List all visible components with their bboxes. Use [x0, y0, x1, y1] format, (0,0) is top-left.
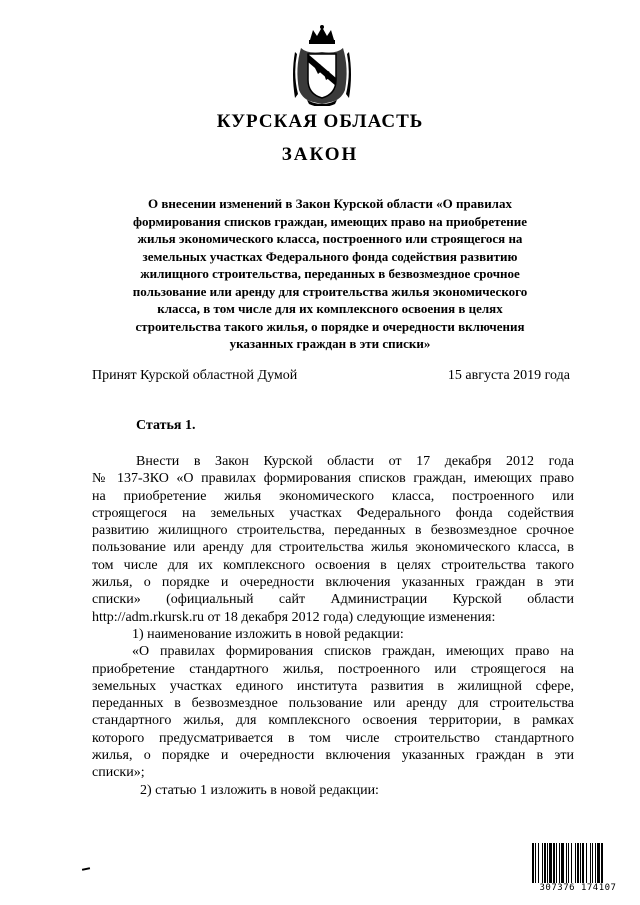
body-line: «О правилах формирования списков граждан, имеющих право на: [132, 644, 574, 660]
region-title: КУРСКАЯ ОБЛАСТЬ: [216, 111, 424, 132]
barcode-image: [532, 843, 624, 883]
heading-line: строительства такого жилья, о порядке и очередности включения: [135, 318, 525, 334]
scan-mark: [82, 867, 90, 871]
heading-line: земельных участках Федерального фонда содействия развитию: [142, 248, 518, 264]
body-line: жилья, о порядке и очередности включения указанных граждан в эти: [92, 748, 574, 764]
body-line: http://adm.rkursk.ru от 18 декабря 2012 года) следующие изменения:: [92, 609, 496, 625]
body-line: приобретение стандартного жилья, построенного или строящегося на: [92, 661, 574, 677]
adopted-by: Принят Курской областной Думой: [92, 368, 298, 383]
heading-line: О внесении изменений в Закон Курской области «О правилах: [148, 196, 512, 211]
body-line: 2) статью 1 изложить в новой редакции:: [140, 782, 379, 798]
heading-line: жилищного строительства, переданных в безвозмездное срочное: [140, 266, 520, 281]
article-title: Статья 1.: [136, 418, 196, 433]
heading-line: указанных граждан в эти списки»: [229, 336, 431, 351]
article-body: [92, 453, 574, 799]
body-line: на приобретение жилья экономического класса, построенного или: [92, 488, 574, 504]
body-line: том числе для их комплексного освоения в целях строительства такого: [92, 557, 574, 573]
body-line: № 137-ЗКО «О правилах формирования списков граждан, имеющих право: [92, 471, 574, 487]
law-title: ЗАКОН: [281, 144, 359, 165]
body-line: земельных участках единого института развития в жилищной сфере,: [92, 678, 574, 694]
heading-line: жилья экономического класса, построенного или строящегося на: [137, 231, 523, 246]
heading-line: класса, в том числе для их комплексного освоения в целях: [157, 301, 503, 316]
body-line: Внести в Закон Курской области от 17 декабря 2012 года: [136, 454, 574, 469]
body-line: которого предусматривается в том числе строительство стандартного: [92, 730, 574, 746]
adopted-date: 15 августа 2019 года: [447, 368, 570, 383]
heading-line: пользование или аренду для строительства жилья экономического: [132, 283, 528, 299]
body-line: пользование или аренду для строительства жилья экономического класса, в: [92, 540, 574, 556]
body-line: списки» (официальный сайт Администрации Курской области: [92, 592, 574, 608]
heading-line: формирования списков граждан, имеющих право на приобретение: [133, 213, 527, 229]
body-line: 1) наименование изложить в новой редакции:: [132, 626, 404, 642]
body-line: переданных в безвозмездное пользование или аренду для строительства: [92, 696, 574, 712]
barcode-number: 307376 174107: [539, 883, 617, 893]
body-line: жилья, о порядке и очередности включения указанных граждан в эти: [92, 575, 574, 591]
body-line: строящегося на земельных участках Федерального фонда содействия: [92, 505, 574, 521]
body-line: развитию жилищного строительства, переданных в безвозмездное срочное: [92, 523, 574, 539]
law-heading: [100, 195, 560, 353]
coat-of-arms-emblem: [293, 24, 351, 106]
body-line: стандартного жилья, для комплексного освоения территории, в рамках: [92, 713, 574, 729]
body-line: списки»;: [92, 765, 145, 781]
